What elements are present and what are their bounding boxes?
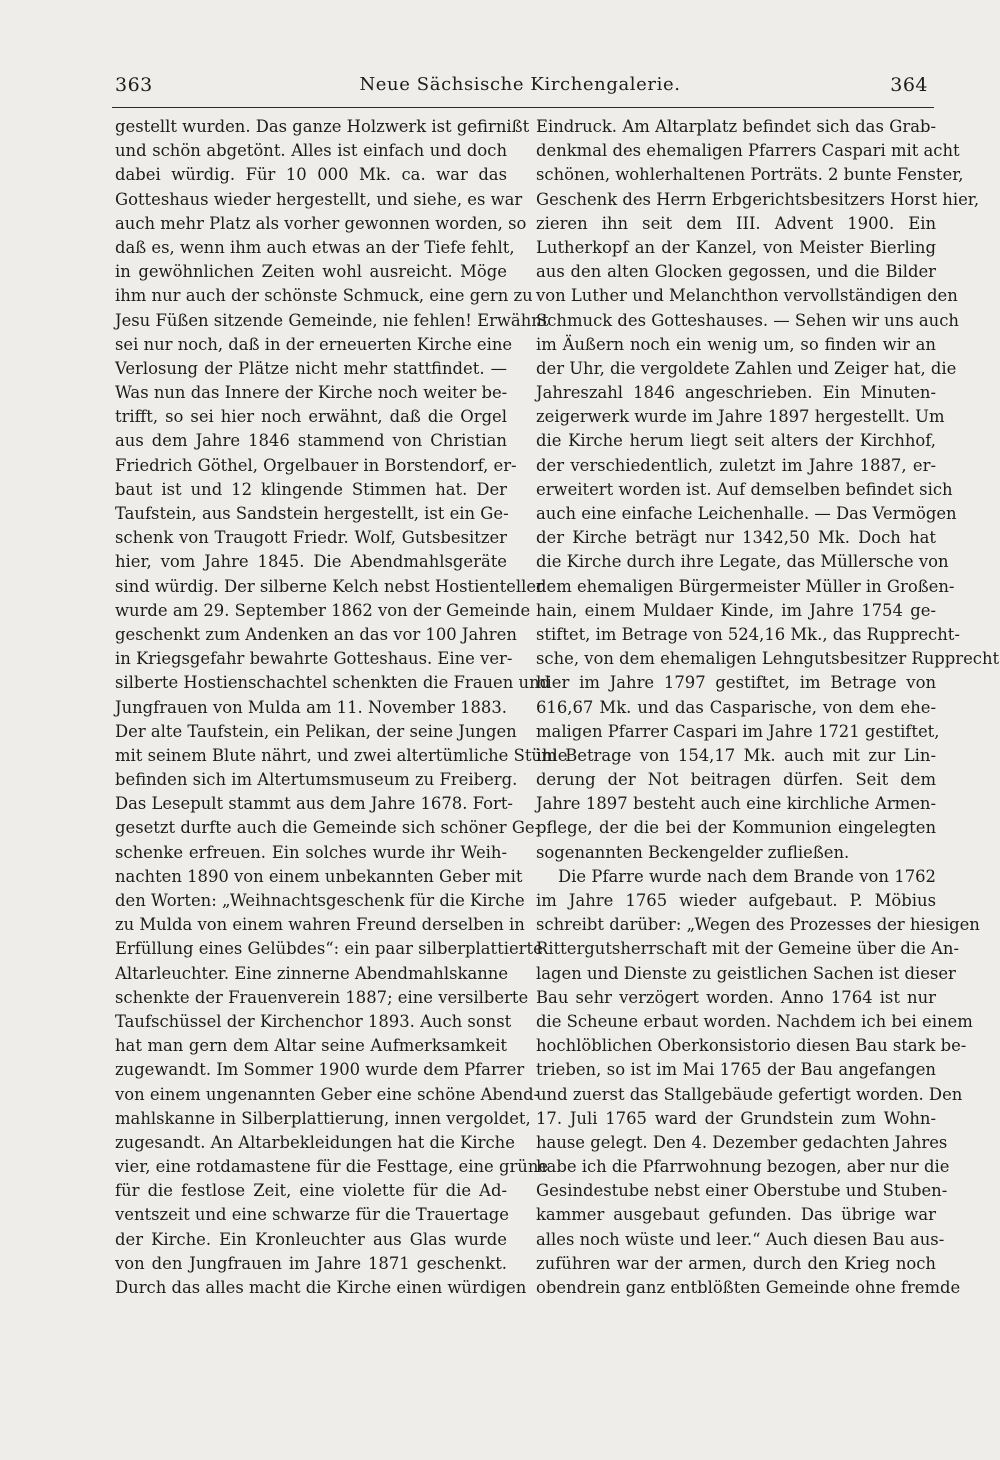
text-line: silberte Hostienschachtel schenkten die Frauen und (115, 673, 551, 693)
text-line: lagen und Dienste zu geistlichen Sachen ist dieser (536, 963, 956, 983)
text-line: zugesandt. An Altarbekleidungen hat die Kirche (115, 1132, 515, 1152)
text-line: Eindruck. Am Altarplatz befindet sich das Grab- (536, 117, 936, 136)
text-line: sei nur noch, daß in der erneuerten Kirche eine (115, 334, 513, 354)
text-line: Das Lesepult stammt aus dem Jahre 1678. Fort- (115, 794, 513, 814)
text-line: schenk von Traugott Friedr. Wolf, Gutsbesitzer (115, 528, 507, 548)
text-line: zugewandt. Im Sommer 1900 wurde dem Pfarrer (115, 1060, 525, 1080)
text-line: im Betrage von 154,17 Mk. auch mit zur Lin- (536, 745, 936, 765)
text-line: 616,67 Mk. und das Casparische, von dem ehe- (536, 697, 936, 717)
text-line: erweitert worden ist. Auf demselben befindet sich (536, 479, 953, 499)
text-line: Taufstein, aus Sandstein hergestellt, ist ein Ge- (115, 504, 509, 523)
text-line: hat man gern dem Altar seine Aufmerksamkeit (115, 1036, 507, 1056)
text-line: auch mehr Platz als vorher gewonnen worden, so (115, 213, 527, 233)
text-line: von Luther und Melanchthon vervollständigen den (536, 286, 958, 306)
text-line: maligen Pfarrer Caspari im Jahre 1721 gestiftet, (536, 721, 940, 741)
text-line: hain, einem Muldaer Kinde, im Jahre 1754 ge- (536, 600, 936, 620)
left-text-column (115, 115, 568, 1300)
text-line: der verschiedentlich, zuletzt im Jahre 1887, er- (536, 455, 936, 475)
text-line: Jungfrauen von Mulda am 11. November 1883. (115, 697, 507, 717)
text-line: Der alte Taufstein, ein Pelikan, der seine Jungen (115, 721, 517, 741)
text-line: schenke erfreuen. Ein solches wurde ihr Weih- (115, 842, 507, 862)
text-line: dabei würdig. Für 10 000 Mk. ca. war das (115, 165, 507, 185)
text-line: trieben, so ist im Mai 1765 der Bau angefangen (536, 1060, 936, 1080)
text-line: hause gelegt. Den 4. Dezember gedachten Jahres (536, 1132, 948, 1152)
text-line: zieren ihn seit dem III. Advent 1900. Ein (536, 213, 936, 233)
text-line: schreibt darüber: „Wegen des Prozesses der hiesigen (536, 915, 980, 935)
text-line: und zuerst das Stallgebäude gefertigt worden. Den (536, 1084, 963, 1104)
text-line: Was nun das Innere der Kirche noch weiter be- (115, 383, 508, 403)
running-title: Neue Sächsische Kirchengalerie. (359, 74, 681, 95)
text-line: Durch das alles macht die Kirche einen würdigen (115, 1278, 527, 1297)
text-line: von den Jungfrauen im Jahre 1871 geschenkt. (115, 1253, 507, 1273)
text-line: gestellt wurden. Das ganze Holzwerk ist gefirnißt (115, 117, 530, 136)
text-line: Erfüllung eines Gelübdes“: ein paar silberplattierte (115, 939, 543, 959)
text-line: ventszeit und eine schwarze für die Trauertage (115, 1205, 509, 1225)
text-line: alles noch wüste und leer.“ Auch diesen Bau aus- (536, 1229, 945, 1249)
text-line: schönen, wohlerhaltenen Porträts. 2 bunte Fenster, (536, 165, 964, 185)
right-text-column (536, 115, 1000, 1300)
text-line: gesetzt durfte auch die Gemeinde sich schöner Ge- (115, 818, 541, 838)
text-line: 17. Juli 1765 ward der Grundstein zum Wohn- (536, 1108, 936, 1128)
text-line: hochlöblichen Oberkonsistorio diesen Bau stark be- (536, 1036, 967, 1056)
text-line: Die Pfarre wurde nach dem Brande von 1762 (558, 866, 936, 886)
text-line: Rittergutsherrschaft mit der Gemeine über die An- (536, 939, 959, 959)
running-header (110, 74, 930, 100)
text-line: kammer ausgebaut gefunden. Das übrige war (536, 1205, 936, 1225)
text-line: hier im Jahre 1797 gestiftet, im Betrage von (536, 673, 936, 693)
text-line: Jahre 1897 besteht auch eine kirchliche Armen- (536, 794, 936, 814)
text-line: mit seinem Blute nährt, und zwei altertümliche Stühle (115, 745, 568, 765)
text-line: Gesindestube nebst einer Oberstube und Stuben- (536, 1181, 948, 1201)
text-line: zeigerwerk wurde im Jahre 1897 hergestellt. Um (536, 407, 945, 427)
text-line: derung der Not beitragen dürfen. Seit dem (536, 770, 936, 790)
text-line: Lutherkopf an der Kanzel, von Meister Bierling (536, 237, 936, 257)
text-line: schenkte der Frauenverein 1887; eine versilberte (115, 987, 529, 1007)
text-line: der Kirche beträgt nur 1342,50 Mk. Doch hat (536, 528, 936, 548)
text-line: pflege, der die bei der Kommunion eingelegten (536, 818, 936, 838)
text-line: denkmal des ehemaligen Pfarrers Caspari mit acht (536, 141, 960, 161)
text-line: im Jahre 1765 wieder aufgebaut. P. Möbius (536, 891, 936, 910)
header-rule (112, 107, 934, 108)
text-line: befinden sich im Altertumsmuseum zu Freiberg. (115, 770, 518, 790)
text-line: ihm nur auch der schönste Schmuck, eine gern zu (115, 286, 533, 306)
text-line: und schön abgetönt. Alles ist einfach und doch (115, 141, 507, 161)
text-line: sogenannten Beckengelder zufließen. (536, 842, 850, 862)
text-line: daß es, wenn ihm auch etwas an der Tiefe fehlt, (115, 237, 515, 257)
text-line: den Worten: „Weihnachtsgeschenk für die Kirche (115, 891, 525, 910)
text-line: auch eine einfache Leichenhalle. — Das Vermögen (536, 504, 957, 523)
text-line: der Kirche. Ein Kronleuchter aus Glas wurde (115, 1229, 507, 1249)
text-line: geschenkt zum Andenken an das vor 100 Jahren (115, 624, 517, 644)
text-line: zu Mulda von einem wahren Freund derselben in (115, 915, 525, 935)
text-line: von einem ungenannten Geber eine schöne Abend- (115, 1084, 540, 1104)
text-line: Taufschüssel der Kirchenchor 1893. Auch sonst (115, 1011, 512, 1031)
text-line: Schmuck des Gotteshauses. — Sehen wir uns auch (536, 310, 959, 330)
text-line: Altarleuchter. Eine zinnerne Abendmahlskanne (115, 963, 509, 983)
text-line: die Scheune erbaut worden. Nachdem ich bei einem (536, 1011, 973, 1031)
text-line: Jahreszahl 1846 angeschrieben. Ein Minuten- (536, 383, 936, 403)
text-line: im Äußern noch ein wenig um, so finden wir an (536, 334, 936, 354)
text-line: der Uhr, die vergoldete Zahlen und Zeiger hat, die (536, 358, 957, 378)
text-line: habe ich die Pfarrwohnung bezogen, aber nur die (536, 1157, 950, 1177)
text-line: sche, von dem ehemaligen Lehngutsbesitzer Rupprecht (536, 649, 1000, 669)
text-line: trifft, so sei hier noch erwähnt, daß die Orgel (115, 407, 507, 427)
text-line: obendrein ganz entblößten Gemeinde ohne fremde (536, 1278, 961, 1297)
text-line: die Kirche durch ihre Legate, das Müllersche von (536, 552, 949, 572)
text-line: in Kriegsgefahr bewahrte Gotteshaus. Eine ver- (115, 649, 513, 669)
text-line: stiftet, im Betrage von 524,16 Mk., das Rupprecht- (536, 624, 960, 644)
text-line: dem ehemaligen Bürgermeister Müller in Großen- (536, 576, 955, 596)
text-line: vier, eine rotdamastene für die Festtage, eine grüne (115, 1157, 549, 1177)
text-line: aus den alten Glocken gegossen, und die Bilder (536, 262, 936, 282)
text-line: Bau sehr verzögert worden. Anno 1764 ist nur (536, 987, 936, 1007)
text-line: hier, vom Jahre 1845. Die Abendmahlsgeräte (115, 552, 507, 572)
text-line: Friedrich Göthel, Orgelbauer in Borstendorf, er- (115, 455, 517, 475)
text-line: sind würdig. Der silberne Kelch nebst Hostienteller (115, 576, 544, 596)
text-line: wurde am 29. September 1862 von der Gemeinde (115, 600, 531, 620)
text-line: mahlskanne in Silberplattierung, innen vergoldet, (115, 1108, 531, 1128)
text-line: Jesu Füßen sitzende Gemeinde, nie fehlen! Erwähnt (115, 310, 549, 330)
right-page-number: 364 (890, 74, 928, 96)
text-line: Gotteshaus wieder hergestellt, und siehe, es war (115, 189, 523, 209)
text-line: in gewöhnlichen Zeiten wohl ausreicht. Möge (115, 262, 507, 282)
text-line: Verlosung der Plätze nicht mehr stattfindet. — (115, 358, 507, 378)
text-line: die Kirche herum liegt seit alters der Kirchhof, (536, 431, 936, 451)
text-line: baut ist und 12 klingende Stimmen hat. Der (115, 479, 507, 499)
text-line: aus dem Jahre 1846 stammend von Christian (115, 431, 507, 451)
text-line: Geschenk des Herrn Erbgerichtsbesitzers Horst hier, (536, 189, 980, 209)
text-line: für die festlose Zeit, eine violette für die Ad- (115, 1181, 507, 1201)
left-page-number: 363 (115, 74, 153, 96)
text-line: nachten 1890 von einem unbekannten Geber mit (115, 866, 523, 886)
text-line: zuführen war der armen, durch den Krieg noch (536, 1253, 936, 1273)
